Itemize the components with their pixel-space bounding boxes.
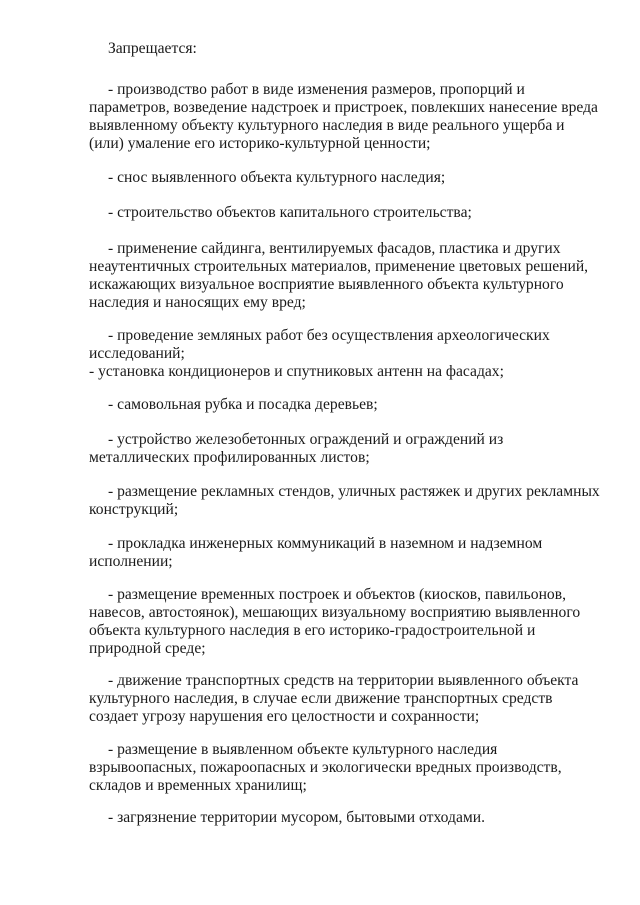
paragraph-item-4 [89, 240, 604, 312]
paragraph-line: объекта культурного наследия в его историко-градостроительной и [89, 622, 536, 639]
heading-paragraph [89, 40, 604, 58]
paragraph-line: взрывоопасных, пожароопасных и экологически вредных производств, [89, 759, 562, 776]
paragraph-item-11 [89, 672, 604, 726]
paragraph-line: металлических профилированных листов; [89, 449, 370, 466]
paragraph-line: складов и временных хранилищ; [89, 777, 307, 794]
paragraph-line: - применение сайдинга, вентилируемых фасадов, пластика и других [108, 240, 561, 257]
paragraph-item-8 [89, 483, 604, 519]
paragraph-item-6 [89, 396, 604, 414]
paragraph-line: - загрязнение территории мусором, бытовыми отходами. [108, 809, 485, 826]
paragraph-item-1 [89, 81, 604, 153]
paragraph-line: - самовольная рубка и посадка деревьев; [108, 396, 378, 413]
paragraph-line: исследований; [89, 345, 185, 362]
paragraph-line: (или) умаление его историко-культурной ценности; [89, 135, 431, 152]
paragraph-line: - размещение в выявленном объекте культурного наследия [108, 741, 498, 758]
paragraph-item-5 [89, 327, 604, 381]
paragraph-line: природной среде; [89, 640, 206, 657]
paragraph-line: - прокладка инженерных коммуникаций в наземном и надземном [108, 535, 543, 552]
paragraph-item-13 [89, 809, 604, 827]
heading-text: Запрещается: [108, 40, 197, 57]
paragraph-line: - снос выявленного объекта культурного наследия; [108, 169, 446, 186]
paragraph-line: - размещение рекламных стендов, уличных растяжек и других рекламных [108, 483, 600, 500]
paragraph-line: - строительство объектов капитального строительства; [108, 204, 472, 221]
paragraph-line: - производство работ в виде изменения размеров, пропорций и [108, 81, 525, 98]
paragraph-item-10 [89, 586, 604, 658]
paragraph-line: параметров, возведение надстроек и пристроек, повлекших нанесение вреда [89, 99, 598, 116]
paragraph-line: выявленному объекту культурного наследия в виде реального ущерба и [89, 117, 565, 134]
paragraph-line: навесов, автостоянок), мешающих визуальному восприятию выявленного [89, 604, 581, 621]
paragraph-line: неаутентичных строительных материалов, применение цветовых решений, [89, 258, 589, 275]
paragraph-line: - движение транспортных средств на территории выявленного объекта [108, 672, 579, 689]
paragraph-line: культурного наследия, в случае если движение транспортных средств [89, 690, 553, 707]
paragraph-line: - размещение временных построек и объектов (киосков, павильонов, [108, 586, 566, 603]
paragraph-line: создает угрозу нарушения его целостности и сохранности; [89, 708, 480, 725]
paragraph-line: - проведение земляных работ без осуществления археологических [108, 327, 550, 344]
paragraph-item-7 [89, 431, 604, 467]
paragraph-item-3 [89, 204, 604, 222]
paragraph-line: наследия и наносящих ему вред; [89, 294, 306, 311]
paragraph-item-2 [89, 169, 604, 187]
paragraph-item-12 [89, 741, 604, 795]
paragraph-line: - устройство железобетонных ограждений и ограждений из [108, 431, 504, 448]
paragraph-line: исполнении; [89, 553, 173, 570]
paragraph-item-9 [89, 535, 604, 571]
paragraph-line: искажающих визуальное восприятие выявленного объекта культурного [89, 276, 564, 293]
paragraph-line: конструкций; [89, 501, 179, 518]
paragraph-line: - установка кондиционеров и спутниковых антенн на фасадах; [89, 363, 504, 380]
